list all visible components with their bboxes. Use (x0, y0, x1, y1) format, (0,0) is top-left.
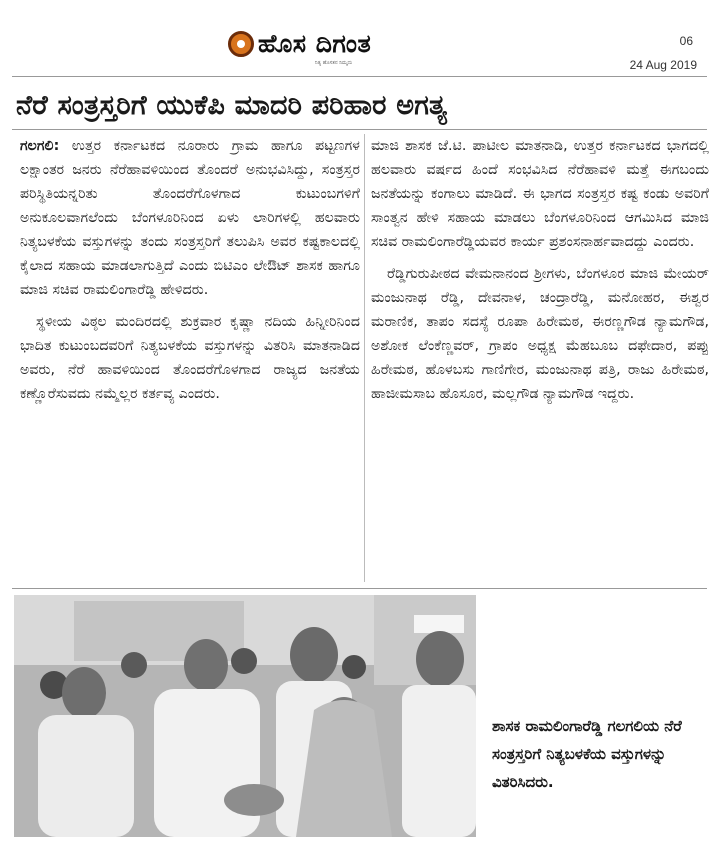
masthead (0, 0, 719, 80)
masthead-divider (12, 76, 707, 77)
headline-divider (12, 129, 707, 130)
newspaper-title: ಹೊಸ ದಿಗಂತ (258, 29, 372, 58)
article-column-left (20, 134, 360, 414)
article-column-right (371, 134, 709, 414)
lamp-icon (228, 31, 254, 57)
page-number: 06 (679, 34, 693, 48)
photo-illustration (14, 595, 476, 837)
column-divider (364, 134, 365, 582)
article-paragraph (20, 134, 360, 302)
article-paragraph: ಮಾಜಿ ಶಾಸಕ ಜೆ.ಟಿ. ಪಾಟೀಲ ಮಾತನಾಡಿ, ಉತ್ತರ ಕರ್ನಾಟಕದ ಭಾಗದಲ್ಲಿ ಹಲವಾರು ವರ್ಷದ ಹಿಂದೆ ಸಂಭವಿಸಿದ ನೆರೆಹಾವಳಿ ಮತ್ತೆ ಈಗಬಂದು ಜನತೆಯನ್ನು ಕಂಗಾಲು ಮಾಡಿದೆ. ಈ ಭಾಗದ ಸಂತ್ರಸ್ತರ ಕಷ್ಟ ಕಂಡು ಅವರಿಗೆ ಸಾಂತ್ವನ ಹೇಳಿ ಸಹಾಯ ಮಾಡಲು ಬೆಂಗಳೂರಿನಿಂದ ಆಗಮಿಸಿದ ಮಾಜಿ ಸಚಿವ ರಾಮಲಿಂಗಾರೆಡ್ಡಿಯವರ ಕಾರ್ಯ ಪ್ರಶಂಸನಾರ್ಹವಾದದ್ದು ಎಂದರು. (371, 138, 709, 250)
dateline: ಗಲಗಲಿ: (20, 138, 60, 154)
issue-date: 24 Aug 2019 (629, 58, 697, 72)
photo-caption: ಶಾಸಕ ರಾಮಲಿಂಗಾರೆಡ್ಡಿ ಗಲಗಲಿಯ ನೆರೆ ಸಂತ್ರಸ್ತರಿಗೆ ನಿತ್ಯಬಳಕೆಯ ವಸ್ತುಗಳನ್ನು ವಿತರಿಸಿದರು. (492, 717, 682, 791)
article-paragraph: ರೆಡ್ಡಿಗುರುಪೀಠದ ವೇಮನಾನಂದ ಶ್ರೀಗಳು, ಬೆಂಗಳೂರ ಮಾಜಿ ಮೇಯರ್ ಮಂಜುನಾಥ ರೆಡ್ಡಿ, ದೇವನಾಳ, ಚಂದ್ರಾರೆಡ್ಡಿ, ಮನೋಹರ, ಈಶ್ವರ ಮರಾಣಿಕ, ತಾಪಂ ಸದಸ್ಯೆ ರೂಪಾ ಹಿರೇಮಠ, ಈರಣ್ಣಗೌಡ ನ್ಯಾಮಗೌಡ, ಅಶೋಕ ಲೆಂಕೆಣ್ಣವರ್, ಗ್ರಾಪಂ ಅಧ್ಯಕ್ಷ ಮೆಹಬೂಬ ದಫೇದಾರ, ಪಪ್ಪು ಹಿರೇಮಠ, ಹೊಳಬಸು ಗಾಣಿಗೇರ, ಮಂಜುನಾಥ ಪತ್ರಿ, ರಾಜು ಹಿರೇಮಠ, ಹಾಜೀಮಸಾಬ ಹೊಸೂರ, ಮಲ್ಲಗೌಡ ನ್ಯಾಮಗೌಡ ಇದ್ದರು. (371, 266, 709, 402)
newspaper-tagline: ನಿತ್ಯ ಹೊಸತನ ನಿಮ್ಮದು (315, 60, 353, 66)
paragraph-text: ಉತ್ತರ ಕರ್ನಾಟಕದ ನೂರಾರು ಗ್ರಾಮ ಹಾಗೂ ಪಟ್ಟಣಗಳ ಲಕ್ಷಾಂತರ ಜನರು ನೆರೆಹಾವಳಿಯಿಂದ ತೊಂದರೆ ಅನುಭವಿಸಿದ್ದು, ಸಂತ್ರಸ್ತರ ಪರಿಸ್ಥಿತಿಯನ್ನರಿತು ತೊಂದರೆಗೊಳಗಾದ ಕುಟುಂಬಗಳಿಗೆ ಅನುಕೂಲವಾಗಲೆಂದು ಬೆಂಗಳೂರಿನಿಂದ ಏಳು ಲಾರಿಗಳಲ್ಲಿ ಹಲವಾರು ನಿತ್ಯಬಳಕೆಯ ವಸ್ತುಗಳನ್ನು ತಂದು ಸಂತ್ರಸ್ತರಿಗೆ ತಲುಪಿಸಿ ಅವರ ಕಷ್ಟಕಾಲದಲ್ಲಿ ಕೈಲಾದ ಸಹಾಯ ಮಾಡಲಾಗುತ್ತಿದೆ ಎಂದು ಬಿಟಿಎಂ ಲೇಔಟ್ ಶಾಸಕ ಹಾಗೂ ಮಾಜಿ ಸಚಿವ ರಾಮಲಿಂಗಾರೆಡ್ಡಿ ಹೇಳಿದರು. (20, 138, 360, 298)
article-headline: ನೆರೆ ಸಂತ್ರಸ್ತರಿಗೆ ಯುಕೆಪಿ ಮಾದರಿ ಪರಿಹಾರ ಅಗತ್ಯ (16, 90, 448, 121)
article-paragraph: ಸ್ಥಳೀಯ ವಿಠ್ಠಲ ಮಂದಿರದಲ್ಲಿ ಶುಕ್ರವಾರ ಕೃಷ್ಣಾ ನದಿಯ ಹಿನ್ನೀರಿನಿಂದ ಭಾದಿತ ಕುಟುಂಬದವರಿಗೆ ನಿತ್ಯಬಳಕೆಯ ವಸ್ತುಗಳನ್ನು ವಿತರಿಸಿ ಮಾತನಾಡಿದ ಅವರು, ನೆರೆ ಹಾವಳಿಯಿಂದ ತೊಂದರೆಗೊಳಗಾದ ರಾಜ್ಯದ ಜನತೆಯ ಕಣ್ಣೊರೆಸುವದು ನಮ್ಮೆಲ್ಲರ ಕರ್ತವ್ಯ ಎಂದರು. (20, 314, 360, 402)
news-photo (14, 595, 476, 837)
article-bottom-divider (12, 588, 707, 589)
